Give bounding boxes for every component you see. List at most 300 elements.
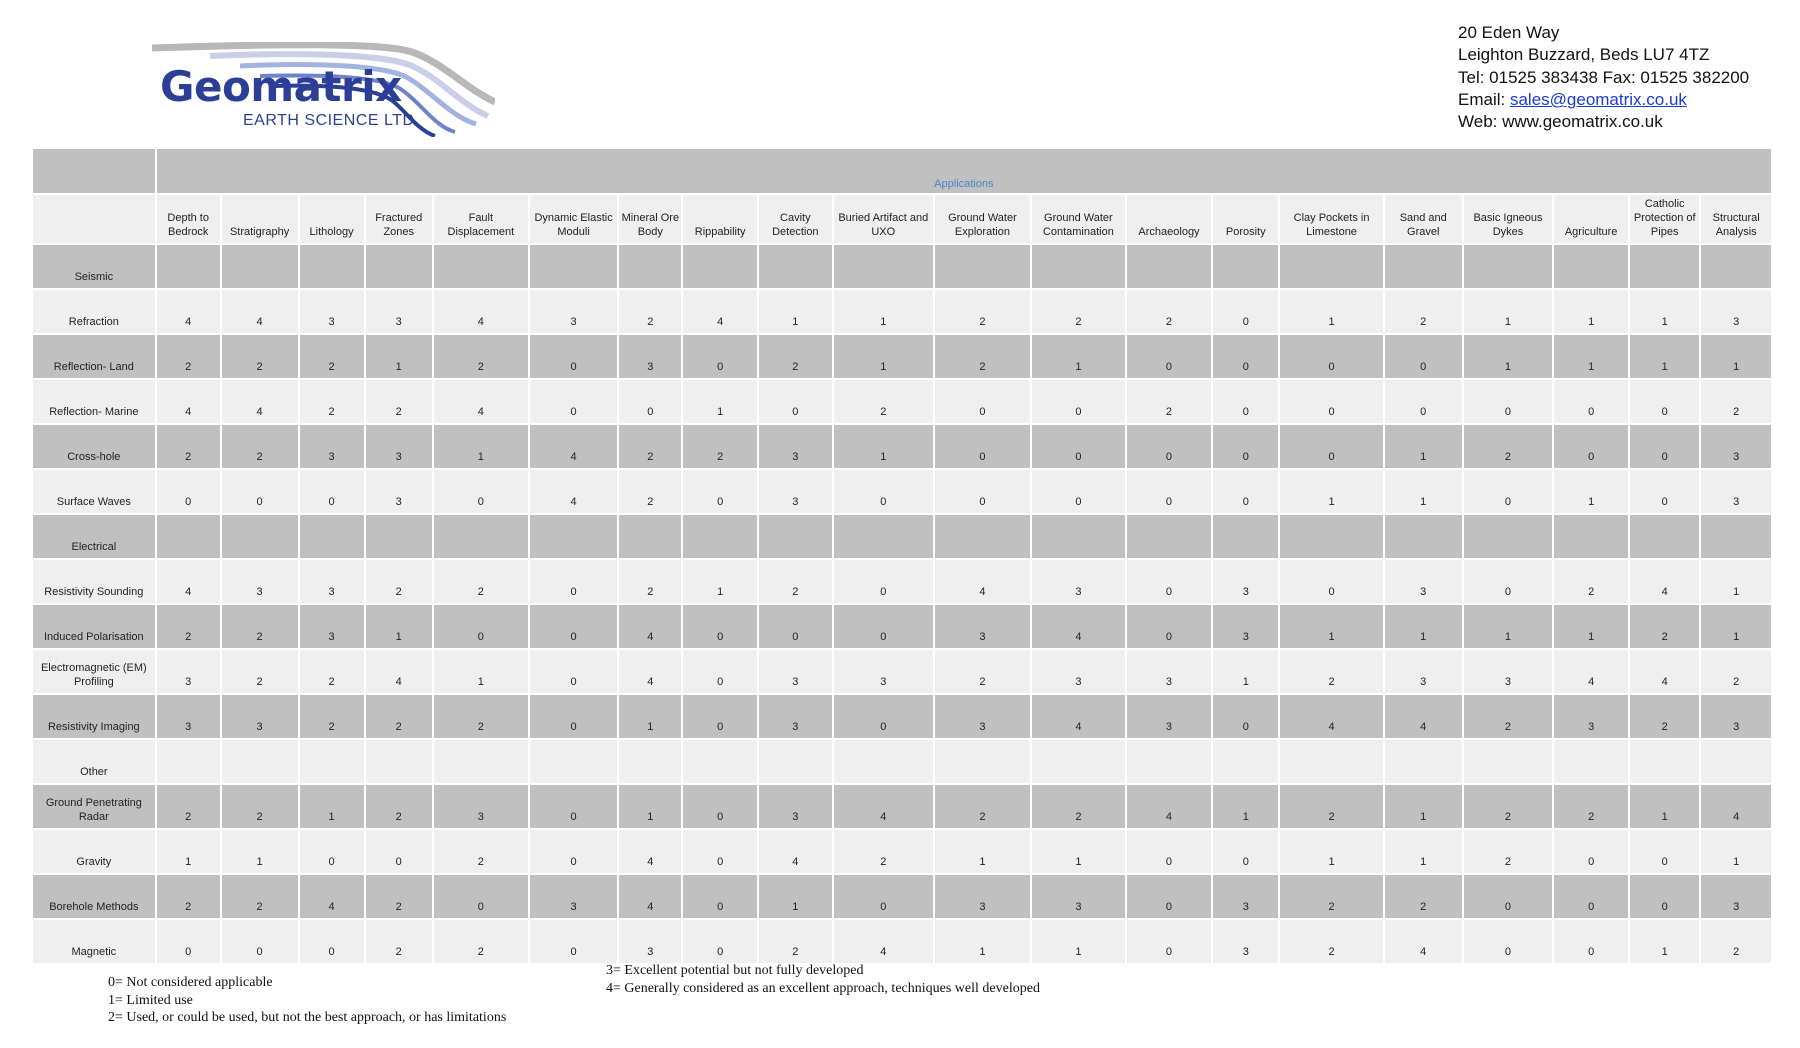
- score-cell: 1: [1384, 784, 1463, 829]
- score-cell: 2: [1384, 874, 1463, 919]
- table-row: [32, 829, 1772, 874]
- empty-cell: [1031, 244, 1126, 289]
- score-cell: 0: [1463, 874, 1554, 919]
- score-cell: 3: [365, 469, 433, 514]
- email-label: Email:: [1458, 89, 1510, 109]
- method-header-cell: [32, 194, 156, 244]
- score-cell: 0: [934, 424, 1031, 469]
- table-row: [32, 919, 1772, 964]
- score-cell: 0: [1031, 379, 1126, 424]
- legend-item-1: 1= Limited use: [108, 992, 193, 1008]
- column-header: Depth to Bedrock: [156, 194, 221, 244]
- score-cell: 0: [833, 694, 934, 739]
- score-cell: 0: [1212, 694, 1279, 739]
- score-cell: 2: [1463, 694, 1554, 739]
- score-cell: 3: [365, 424, 433, 469]
- score-cell: 0: [1126, 559, 1212, 604]
- score-cell: 2: [1553, 559, 1629, 604]
- score-cell: 0: [1279, 559, 1383, 604]
- score-cell: 2: [365, 919, 433, 964]
- empty-cell: [1126, 244, 1212, 289]
- score-cell: 0: [433, 469, 529, 514]
- empty-cell: [1384, 514, 1463, 559]
- column-header: Sand and Gravel: [1384, 194, 1463, 244]
- column-header: Archaeology: [1126, 194, 1212, 244]
- score-cell: 4: [299, 874, 365, 919]
- score-cell: 1: [833, 424, 934, 469]
- score-cell: 3: [299, 604, 365, 649]
- score-cell: 0: [299, 469, 365, 514]
- score-cell: 2: [433, 334, 529, 379]
- score-cell: 0: [1126, 334, 1212, 379]
- score-cell: 2: [1279, 784, 1383, 829]
- score-cell: 0: [758, 604, 833, 649]
- empty-cell: [433, 244, 529, 289]
- score-cell: 4: [433, 289, 529, 334]
- score-cell: 4: [1629, 559, 1700, 604]
- column-header: Ground Water Exploration: [934, 194, 1031, 244]
- score-cell: 0: [1279, 424, 1383, 469]
- legend-item-0: 0= Not considered applicable: [108, 975, 273, 990]
- score-cell: 2: [934, 784, 1031, 829]
- score-cell: 1: [299, 784, 365, 829]
- score-cell: 2: [365, 559, 433, 604]
- score-cell: 1: [618, 694, 682, 739]
- score-cell: 2: [156, 424, 221, 469]
- table-row: [32, 649, 1772, 694]
- score-cell: 3: [758, 784, 833, 829]
- score-cell: 1: [1279, 469, 1383, 514]
- empty-cell: [758, 514, 833, 559]
- empty-cell: [221, 514, 299, 559]
- empty-cell: [433, 514, 529, 559]
- score-cell: 0: [1629, 469, 1700, 514]
- score-cell: 3: [221, 694, 299, 739]
- score-cell: 2: [1463, 829, 1554, 874]
- score-cell: 0: [1126, 604, 1212, 649]
- empty-cell: [299, 514, 365, 559]
- address-line-2: Leighton Buzzard, Beds LU7 4TZ: [1458, 45, 1710, 65]
- score-cell: 2: [1279, 874, 1383, 919]
- method-label: Cross-hole: [32, 424, 156, 469]
- score-cell: 3: [758, 424, 833, 469]
- column-header: Lithology: [299, 194, 365, 244]
- score-cell: 4: [156, 559, 221, 604]
- score-cell: 1: [1553, 334, 1629, 379]
- score-cell: 2: [833, 379, 934, 424]
- empty-cell: [833, 244, 934, 289]
- column-header: Basic Igneous Dykes: [1463, 194, 1554, 244]
- score-cell: 3: [618, 919, 682, 964]
- score-cell: 1: [1384, 469, 1463, 514]
- score-cell: 3: [156, 694, 221, 739]
- score-cell: 2: [1279, 649, 1383, 694]
- score-cell: 0: [1126, 919, 1212, 964]
- empty-cell: [1629, 739, 1700, 784]
- score-cell: 4: [1384, 694, 1463, 739]
- score-cell: 2: [1031, 784, 1126, 829]
- empty-cell: [299, 244, 365, 289]
- empty-cell: [1212, 244, 1279, 289]
- empty-cell: [1279, 244, 1383, 289]
- category-label: Electrical: [32, 514, 156, 559]
- score-cell: 0: [221, 919, 299, 964]
- empty-cell: [1279, 514, 1383, 559]
- score-cell: 4: [934, 559, 1031, 604]
- score-cell: 2: [618, 289, 682, 334]
- empty-cell: [156, 739, 221, 784]
- column-header: Rippability: [682, 194, 758, 244]
- score-cell: 0: [682, 604, 758, 649]
- score-cell: 2: [1700, 379, 1772, 424]
- score-cell: 2: [1629, 604, 1700, 649]
- score-cell: 2: [156, 784, 221, 829]
- empty-cell: [1384, 244, 1463, 289]
- legend-left: [108, 974, 506, 1027]
- empty-cell: [221, 739, 299, 784]
- score-cell: 1: [1463, 289, 1554, 334]
- empty-cell: [1700, 739, 1772, 784]
- score-cell: 0: [529, 919, 619, 964]
- score-cell: 0: [833, 559, 934, 604]
- table-row: [32, 334, 1772, 379]
- applications-title: Applications: [156, 148, 1772, 194]
- score-cell: 1: [1553, 469, 1629, 514]
- score-cell: 0: [1031, 469, 1126, 514]
- score-cell: 4: [833, 784, 934, 829]
- score-cell: 0: [1126, 424, 1212, 469]
- score-cell: 2: [433, 559, 529, 604]
- email-line: [1458, 89, 1749, 111]
- method-label: Induced Polarisation: [32, 604, 156, 649]
- empty-cell: [1553, 514, 1629, 559]
- score-cell: 1: [365, 334, 433, 379]
- score-cell: 0: [1629, 829, 1700, 874]
- score-cell: 4: [682, 289, 758, 334]
- score-cell: 1: [682, 379, 758, 424]
- score-cell: 3: [1031, 874, 1126, 919]
- score-cell: 2: [365, 874, 433, 919]
- legend-item-3: 3= Excellent potential but not fully developed: [606, 963, 864, 978]
- category-row: [32, 244, 1772, 289]
- empty-cell: [682, 739, 758, 784]
- score-cell: 3: [618, 334, 682, 379]
- score-cell: 3: [299, 289, 365, 334]
- score-cell: 0: [1463, 559, 1554, 604]
- score-cell: 2: [1279, 919, 1383, 964]
- score-cell: 0: [433, 874, 529, 919]
- empty-cell: [529, 244, 619, 289]
- score-cell: 3: [833, 649, 934, 694]
- score-cell: 2: [1700, 919, 1772, 964]
- legend-item-2: 2= Used, or could be used, but not the best approach, or has limitations: [108, 1010, 507, 1025]
- score-cell: 3: [529, 289, 619, 334]
- score-cell: 3: [1384, 559, 1463, 604]
- score-cell: 0: [682, 829, 758, 874]
- score-cell: 0: [682, 694, 758, 739]
- score-cell: 4: [529, 469, 619, 514]
- score-cell: 2: [1463, 784, 1554, 829]
- logo-wordmark: Geomatrix: [160, 62, 402, 111]
- score-cell: 1: [1700, 829, 1772, 874]
- score-cell: 1: [1279, 604, 1383, 649]
- score-cell: 0: [682, 874, 758, 919]
- category-row: [32, 739, 1772, 784]
- score-cell: 3: [1212, 604, 1279, 649]
- method-label: Surface Waves: [32, 469, 156, 514]
- score-cell: 2: [365, 379, 433, 424]
- column-header: Mineral Ore Body: [618, 194, 682, 244]
- score-cell: 1: [934, 919, 1031, 964]
- score-cell: 3: [221, 559, 299, 604]
- empty-cell: [1463, 514, 1554, 559]
- column-header: Agriculture: [1553, 194, 1629, 244]
- score-cell: 2: [758, 559, 833, 604]
- column-header: Structural Analysis: [1700, 194, 1772, 244]
- score-cell: 1: [1384, 829, 1463, 874]
- score-cell: 3: [1700, 694, 1772, 739]
- score-cell: 0: [1463, 469, 1554, 514]
- score-cell: 0: [1212, 469, 1279, 514]
- score-cell: 0: [682, 919, 758, 964]
- score-cell: 2: [1126, 289, 1212, 334]
- empty-cell: [1384, 739, 1463, 784]
- score-cell: 1: [758, 289, 833, 334]
- score-cell: 1: [1700, 559, 1772, 604]
- empty-cell: [156, 244, 221, 289]
- score-cell: 0: [156, 469, 221, 514]
- score-cell: 1: [1279, 829, 1383, 874]
- score-cell: 0: [529, 694, 619, 739]
- score-cell: 2: [1384, 289, 1463, 334]
- score-cell: 4: [618, 829, 682, 874]
- empty-cell: [1031, 739, 1126, 784]
- column-header: Buried Artifact and UXO: [833, 194, 934, 244]
- empty-cell: [529, 739, 619, 784]
- method-label: Borehole Methods: [32, 874, 156, 919]
- score-cell: 3: [1126, 694, 1212, 739]
- score-cell: 1: [833, 334, 934, 379]
- score-cell: 2: [299, 694, 365, 739]
- score-cell: 0: [682, 469, 758, 514]
- score-cell: 3: [758, 469, 833, 514]
- score-cell: 1: [433, 424, 529, 469]
- empty-cell: [1212, 739, 1279, 784]
- category-label: Seismic: [32, 244, 156, 289]
- score-cell: 3: [934, 604, 1031, 649]
- score-cell: 1: [758, 874, 833, 919]
- score-cell: 2: [433, 919, 529, 964]
- empty-cell: [1553, 739, 1629, 784]
- score-cell: 1: [1031, 334, 1126, 379]
- score-cell: 0: [1553, 379, 1629, 424]
- score-cell: 0: [758, 379, 833, 424]
- score-cell: 0: [1463, 919, 1554, 964]
- web-line: Web: www.geomatrix.co.uk: [1458, 112, 1663, 132]
- empty-cell: [156, 514, 221, 559]
- empty-cell: [221, 244, 299, 289]
- empty-cell: [934, 514, 1031, 559]
- score-cell: 4: [758, 829, 833, 874]
- score-cell: 3: [1031, 649, 1126, 694]
- empty-cell: [1212, 514, 1279, 559]
- empty-cell: [1553, 244, 1629, 289]
- category-label: Other: [32, 739, 156, 784]
- score-cell: 0: [1212, 379, 1279, 424]
- score-cell: 0: [934, 379, 1031, 424]
- score-cell: 2: [299, 334, 365, 379]
- score-cell: 1: [682, 559, 758, 604]
- score-cell: 3: [1700, 289, 1772, 334]
- email-link[interactable]: sales@geomatrix.co.uk: [1509, 89, 1687, 109]
- score-cell: 4: [833, 919, 934, 964]
- column-header: Stratigraphy: [221, 194, 299, 244]
- score-cell: 2: [365, 784, 433, 829]
- score-cell: 0: [1553, 874, 1629, 919]
- score-cell: 0: [529, 334, 619, 379]
- score-cell: 0: [833, 469, 934, 514]
- score-cell: 2: [221, 649, 299, 694]
- score-cell: 0: [1279, 334, 1383, 379]
- score-cell: 2: [618, 424, 682, 469]
- score-cell: 3: [1212, 559, 1279, 604]
- empty-cell: [1700, 514, 1772, 559]
- legend-item-4: 4= Generally considered as an excellent approach, techniques well developed: [606, 980, 1040, 996]
- score-cell: 2: [1629, 694, 1700, 739]
- table-row: [32, 289, 1772, 334]
- score-cell: 1: [1629, 334, 1700, 379]
- score-cell: 1: [1384, 424, 1463, 469]
- score-cell: 4: [1700, 784, 1772, 829]
- score-cell: 4: [1629, 649, 1700, 694]
- applications-table: [31, 147, 1773, 965]
- method-label: Gravity: [32, 829, 156, 874]
- empty-cell: [365, 739, 433, 784]
- empty-cell: [833, 514, 934, 559]
- score-cell: 3: [365, 289, 433, 334]
- score-cell: 0: [1553, 919, 1629, 964]
- score-cell: 3: [1384, 649, 1463, 694]
- score-cell: 0: [1553, 424, 1629, 469]
- score-cell: 2: [934, 649, 1031, 694]
- score-cell: 4: [618, 604, 682, 649]
- empty-cell: [299, 739, 365, 784]
- score-cell: 0: [1212, 334, 1279, 379]
- empty-cell: [433, 739, 529, 784]
- score-cell: 3: [299, 424, 365, 469]
- score-cell: 2: [934, 334, 1031, 379]
- score-cell: 4: [221, 289, 299, 334]
- table-row: [32, 604, 1772, 649]
- score-cell: 2: [833, 829, 934, 874]
- score-cell: 3: [1031, 559, 1126, 604]
- column-header: Catholic Protection of Pipes: [1629, 194, 1700, 244]
- score-cell: 4: [221, 379, 299, 424]
- empty-cell: [934, 739, 1031, 784]
- score-cell: 3: [529, 874, 619, 919]
- score-cell: 2: [758, 334, 833, 379]
- score-cell: 4: [529, 424, 619, 469]
- score-cell: 1: [1463, 604, 1554, 649]
- empty-cell: [618, 514, 682, 559]
- score-cell: 0: [682, 334, 758, 379]
- score-cell: 0: [1384, 379, 1463, 424]
- score-cell: 0: [1629, 379, 1700, 424]
- score-cell: 2: [618, 469, 682, 514]
- score-cell: 4: [1553, 649, 1629, 694]
- score-cell: 2: [365, 694, 433, 739]
- score-cell: 1: [221, 829, 299, 874]
- score-cell: 2: [299, 649, 365, 694]
- company-address: [1458, 22, 1749, 133]
- score-cell: 0: [529, 784, 619, 829]
- score-cell: 2: [433, 694, 529, 739]
- score-cell: 0: [156, 919, 221, 964]
- score-cell: 2: [156, 604, 221, 649]
- company-logo: [150, 42, 495, 137]
- score-cell: 0: [365, 829, 433, 874]
- score-cell: 1: [433, 649, 529, 694]
- empty-cell: [682, 514, 758, 559]
- score-cell: 0: [221, 469, 299, 514]
- table-row: [32, 784, 1772, 829]
- score-cell: 4: [618, 649, 682, 694]
- score-cell: 3: [1700, 874, 1772, 919]
- score-cell: 0: [618, 379, 682, 424]
- table-row: [32, 559, 1772, 604]
- score-cell: 0: [833, 604, 934, 649]
- table-row: [32, 379, 1772, 424]
- score-cell: 1: [934, 829, 1031, 874]
- legend-right: [606, 962, 1040, 997]
- score-cell: 3: [299, 559, 365, 604]
- score-cell: 2: [221, 784, 299, 829]
- score-cell: 1: [1279, 289, 1383, 334]
- empty-cell: [1031, 514, 1126, 559]
- score-cell: 2: [1031, 289, 1126, 334]
- score-cell: 0: [299, 829, 365, 874]
- column-header: Porosity: [1212, 194, 1279, 244]
- score-cell: 1: [1384, 604, 1463, 649]
- score-cell: 3: [758, 649, 833, 694]
- column-header-row: [32, 194, 1772, 244]
- table-body: [32, 244, 1772, 964]
- empty-cell: [529, 514, 619, 559]
- corner-cell: [32, 148, 156, 194]
- score-cell: 2: [221, 424, 299, 469]
- empty-cell: [1463, 244, 1554, 289]
- score-cell: 0: [1384, 334, 1463, 379]
- empty-cell: [682, 244, 758, 289]
- score-cell: 0: [1279, 379, 1383, 424]
- empty-cell: [618, 739, 682, 784]
- score-cell: 2: [934, 289, 1031, 334]
- score-cell: 4: [1031, 694, 1126, 739]
- address-line-1: 20 Eden Way: [1458, 23, 1560, 42]
- score-cell: 0: [1212, 424, 1279, 469]
- score-cell: 1: [1553, 289, 1629, 334]
- score-cell: 4: [618, 874, 682, 919]
- category-row: [32, 514, 1772, 559]
- empty-cell: [1629, 244, 1700, 289]
- score-cell: 1: [1212, 784, 1279, 829]
- empty-cell: [365, 514, 433, 559]
- score-cell: 3: [1553, 694, 1629, 739]
- score-cell: 1: [1629, 289, 1700, 334]
- score-cell: 4: [365, 649, 433, 694]
- score-cell: 3: [433, 784, 529, 829]
- column-header: Fractured Zones: [365, 194, 433, 244]
